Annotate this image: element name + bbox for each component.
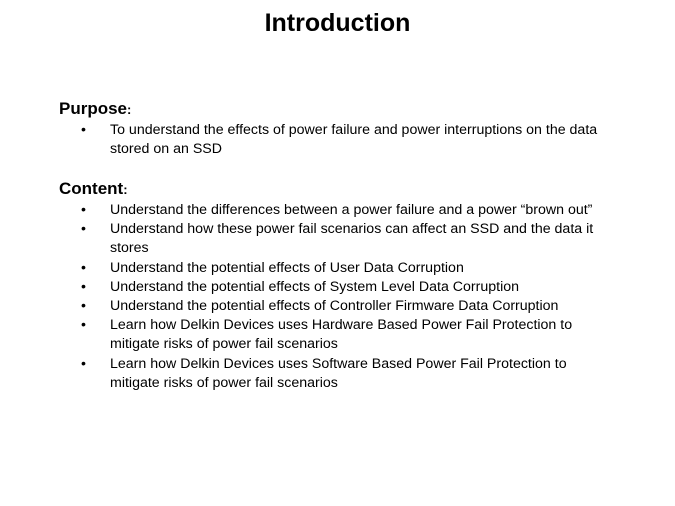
bullet-item — [59, 355, 610, 393]
bullet-text: Understand the potential effects of User Data Corruption — [110, 259, 464, 276]
content-heading-colon: : — [123, 182, 128, 197]
bullet-marker: • — [81, 259, 86, 276]
purpose-bullet-list — [59, 121, 619, 159]
bullet-text: Understand the potential effects of Controller Firmware Data Corruption — [110, 298, 559, 315]
bullet-text: Understand the potential effects of System Level Data Corruption — [110, 278, 520, 295]
bullet-item — [59, 220, 610, 258]
bullet-marker: • — [81, 122, 86, 138]
content-heading — [59, 178, 619, 201]
purpose-heading-colon: : — [127, 102, 132, 117]
content-bullet-list — [59, 201, 619, 393]
bullet-text: Understand the differences between a power failure and a power “brown out” — [110, 202, 593, 218]
bullet-text: To understand the effects of power failure and power interruptions on the data stored on an SSD — [110, 122, 598, 158]
content-heading-text: Content — [59, 179, 124, 198]
purpose-heading — [59, 98, 619, 121]
bullet-item — [59, 316, 610, 354]
purpose-heading-text: Purpose — [59, 99, 128, 118]
bullet-text: Learn how Delkin Devices uses Software Based Power Fail Protection to mitigate risks of power fail scenarios — [110, 355, 567, 391]
bullet-marker: • — [81, 298, 86, 315]
bullet-item — [59, 201, 610, 220]
bullet-marker: • — [81, 355, 86, 372]
bullet-text: Understand how these power fail scenarios can affect an SSD and the data it stores — [110, 221, 594, 257]
bullet-item — [59, 121, 610, 159]
bullet-item — [59, 259, 610, 278]
bullet-marker: • — [81, 278, 86, 295]
bullet-marker: • — [81, 317, 86, 334]
purpose-section — [59, 98, 619, 159]
bullet-marker: • — [81, 221, 86, 238]
content-section — [59, 178, 619, 393]
bullet-marker: • — [81, 202, 86, 218]
bullet-item — [59, 278, 610, 297]
bullet-text: Learn how Delkin Devices uses Hardware Based Power Fail Protection to mitigate risks of power fail scenarios — [110, 317, 573, 353]
slide-title: Introduction — [264, 9, 411, 37]
bullet-item — [59, 297, 610, 316]
